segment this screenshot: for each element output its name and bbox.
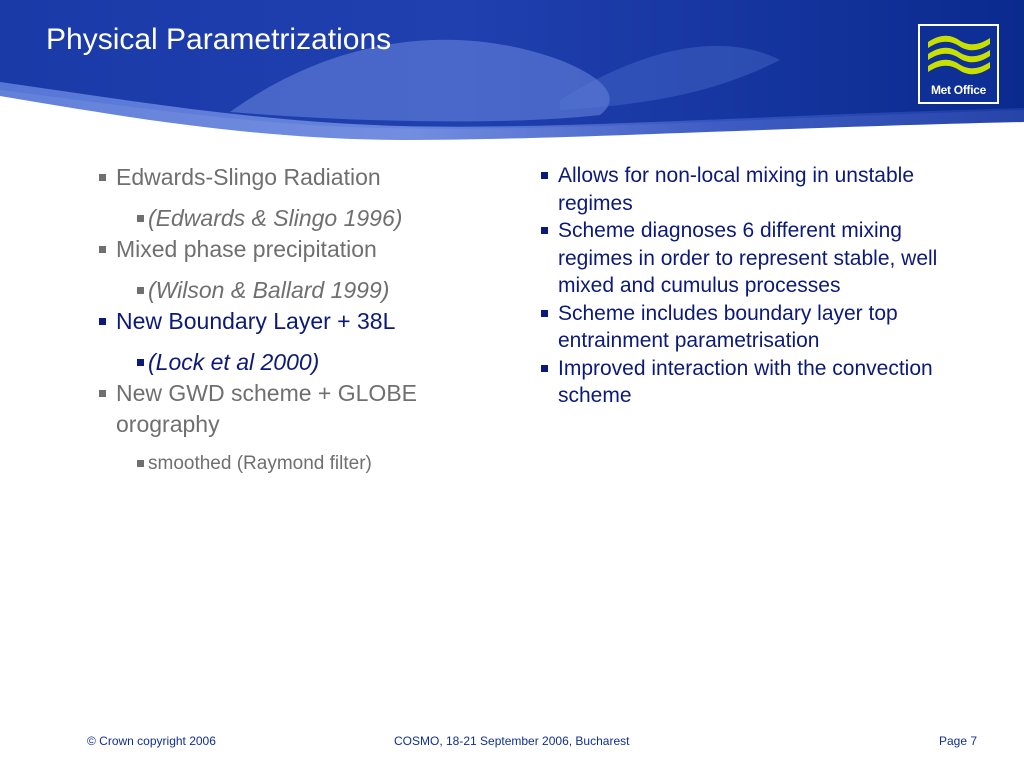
bullet-square-icon bbox=[99, 390, 106, 397]
item-text: Improved interaction with the convection scheme bbox=[558, 356, 933, 407]
list-item-highlighted bbox=[96, 306, 516, 337]
bullet-square-icon bbox=[137, 287, 144, 294]
sub-list-item-highlighted bbox=[96, 347, 516, 378]
right-bullet-list bbox=[538, 162, 958, 410]
bullet-square-icon bbox=[99, 246, 106, 253]
bullet-square-icon bbox=[137, 359, 144, 366]
met-office-logo bbox=[918, 24, 999, 104]
item-citation: (Lock et al 2000) bbox=[148, 349, 320, 375]
item-text: New GWD scheme + GLOBE orography bbox=[116, 380, 417, 437]
page-title: Physical Parametrizations bbox=[46, 23, 392, 56]
list-item bbox=[96, 378, 516, 440]
sub-list-item bbox=[96, 203, 516, 234]
list-item bbox=[538, 355, 958, 410]
bullet-square-icon bbox=[541, 227, 548, 234]
footer-copyright: © Crown copyright 2006 bbox=[87, 734, 216, 748]
item-text: Mixed phase precipitation bbox=[116, 236, 377, 262]
item-text: New Boundary Layer + 38L bbox=[116, 308, 396, 334]
list-item bbox=[538, 300, 958, 355]
bullet-square-icon bbox=[541, 310, 548, 317]
item-text: Edwards-Slingo Radiation bbox=[116, 164, 381, 190]
list-item bbox=[96, 234, 516, 265]
logo-wordmark: Met Office bbox=[930, 83, 986, 97]
list-item bbox=[538, 217, 958, 300]
item-text: Scheme includes boundary layer top entrainment parametrisation bbox=[558, 301, 898, 352]
bullet-square-icon bbox=[99, 318, 106, 325]
item-note: smoothed (Raymond filter) bbox=[148, 453, 372, 474]
item-text: Allows for non-local mixing in unstable regimes bbox=[558, 164, 915, 215]
footer-page-number: Page 7 bbox=[939, 734, 978, 748]
sub-list-item bbox=[96, 450, 516, 478]
bullet-square-icon bbox=[541, 172, 548, 179]
bullet-square-icon bbox=[137, 460, 144, 467]
bullet-square-icon bbox=[541, 365, 548, 372]
list-item bbox=[96, 162, 516, 193]
wave-logo-icon bbox=[926, 32, 992, 78]
list-item bbox=[538, 162, 958, 217]
item-citation: (Edwards & Slingo 1996) bbox=[148, 205, 403, 231]
bullet-square-icon bbox=[99, 174, 106, 181]
item-text: Scheme diagnoses 6 different mixing regimes in order to represent stable, well mixed and cumulus processes bbox=[558, 219, 938, 297]
item-citation: (Wilson & Ballard 1999) bbox=[148, 277, 390, 303]
bullet-square-icon bbox=[137, 215, 144, 222]
sub-list-item bbox=[96, 275, 516, 306]
footer-event: COSMO, 18-21 September 2006, Bucharest bbox=[394, 734, 630, 748]
left-bullet-list bbox=[96, 162, 516, 478]
